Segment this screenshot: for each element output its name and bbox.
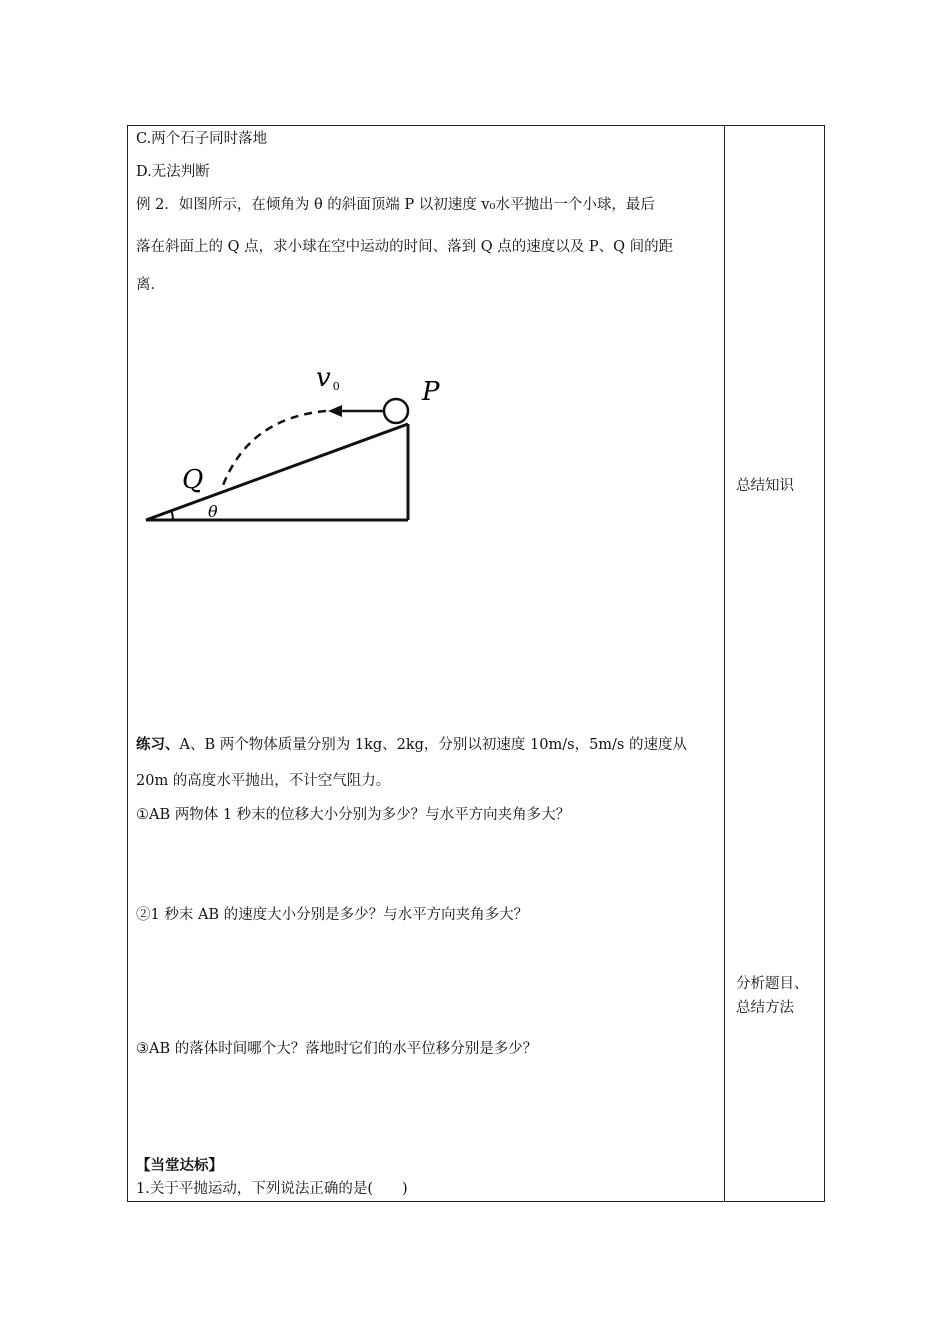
sidebar-note-summary: 总结知识: [736, 478, 794, 494]
practice-line2: 20m 的高度水平抛出，不计空气阻力。: [136, 773, 391, 789]
sidebar-note-analyze-line1: 分析题目、: [736, 976, 809, 992]
question-2: ②1 秒末 AB 的速度大小分别是多少？与水平方向夹角多大？: [136, 907, 529, 923]
sidebar-note-analyze-line2: 总结方法: [736, 1000, 794, 1016]
example2-line2: 落在斜面上的 Q 点，求小球在空中运动的时间、落到 Q 点的速度以及 P、Q 间的距: [136, 239, 674, 255]
v0-label: v 0: [316, 363, 340, 393]
p-label: P: [422, 377, 440, 407]
example2-line1: 例 2．如图所示，在倾角为 θ 的斜面顶端 P 以初速度 v₀水平抛出一个小球，最后: [136, 197, 655, 213]
practice-label: 练习、: [136, 736, 180, 753]
option-c: C.两个石子同时落地: [136, 131, 268, 147]
lesson-table: [127, 125, 825, 1202]
trajectory: [222, 411, 326, 488]
practice-text: A、B 两个物体质量分别为 1kg、2kg，分别以初速度 10m/s，5m/s 的速度从: [179, 737, 687, 753]
incline-figure: [138, 358, 468, 528]
exercise-item-1: 1.关于平抛运动，下列说法正确的是( ): [136, 1181, 408, 1197]
ball: [384, 399, 408, 423]
practice-line1: [136, 734, 687, 756]
question-3: ③AB 的落体时间哪个大？落地时它们的水平位移分别是多少？: [136, 1041, 538, 1057]
question-1: ①AB 两物体 1 秒末的位移大小分别为多少？与水平方向夹角多大？: [136, 807, 571, 823]
theta-label: θ: [208, 502, 218, 521]
q-label: Q: [182, 465, 204, 495]
option-d: D.无法判断: [136, 164, 210, 180]
arrow-head: [328, 405, 342, 417]
column-divider: [724, 126, 725, 1201]
section-heading: 【当堂达标】: [136, 1157, 223, 1174]
example2-line3: 离．: [136, 277, 165, 293]
